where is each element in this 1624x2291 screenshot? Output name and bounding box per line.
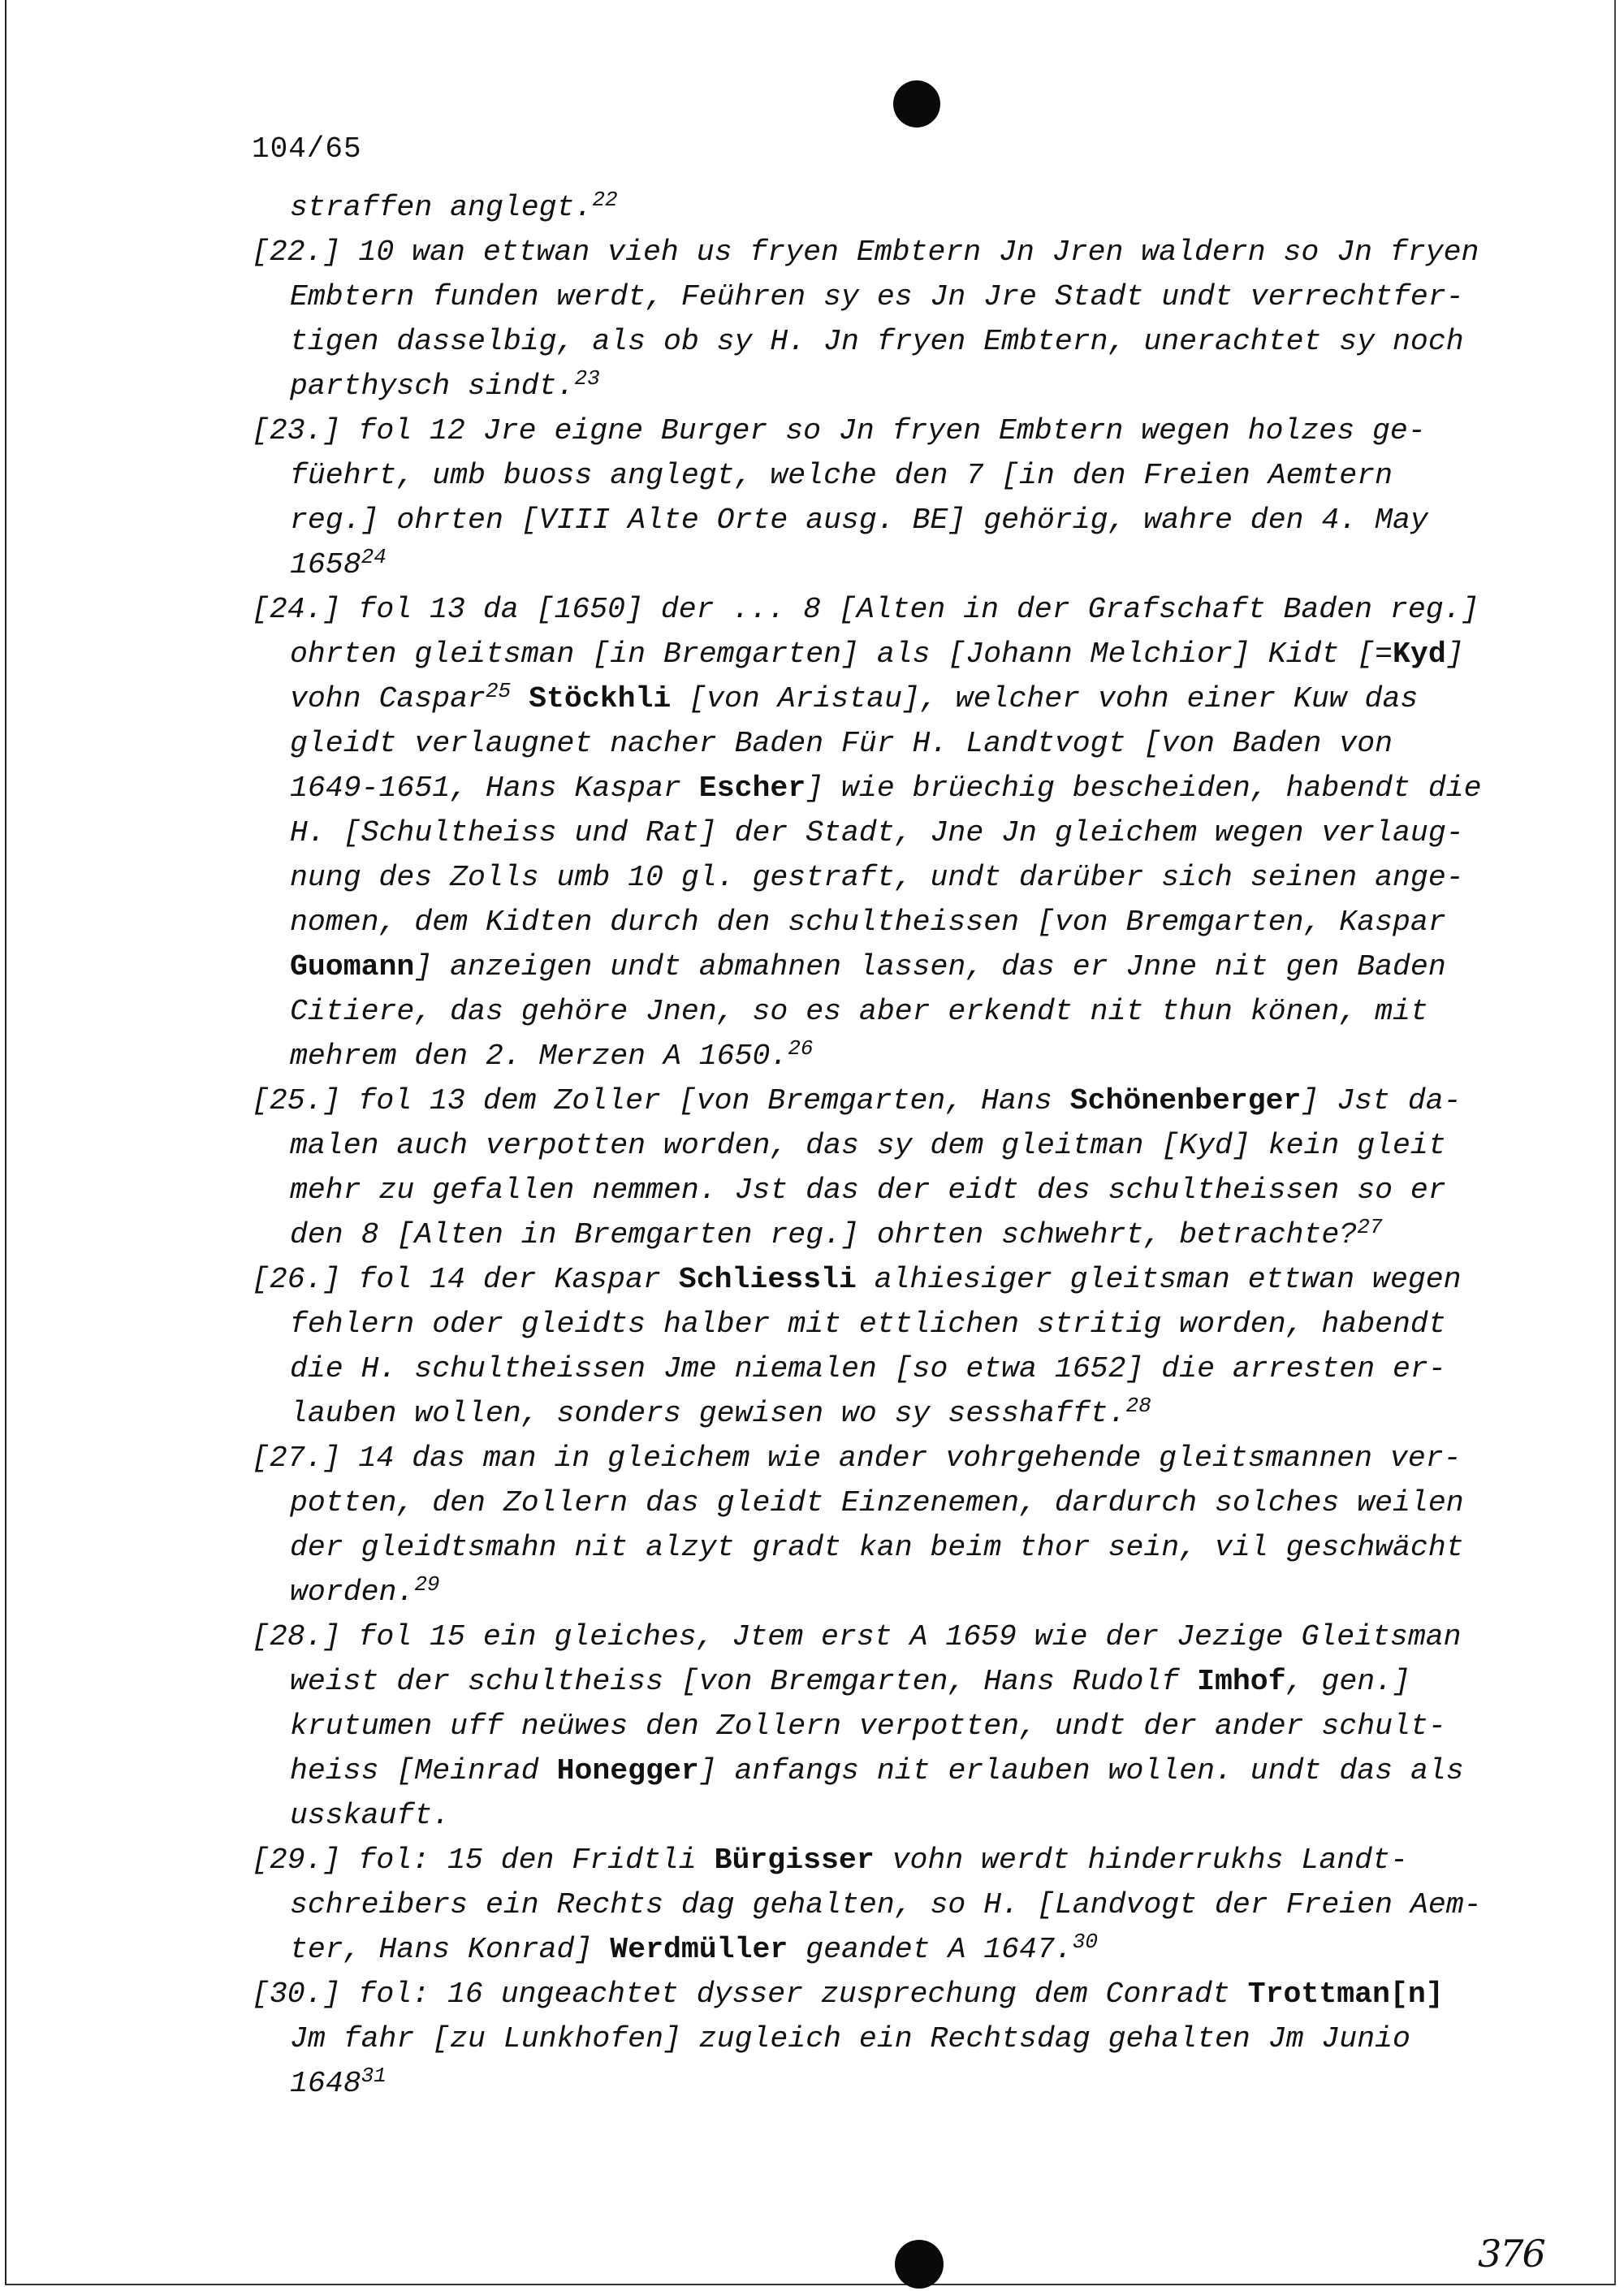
- text-line: [252, 1123, 1518, 1168]
- text-line: [252, 1793, 1518, 1838]
- line-text: heiss [Meinrad: [290, 1754, 557, 1787]
- line-text: H. [Schultheiss und Rat] der Stadt, Jne Jn gleichem wegen verlaug-: [290, 816, 1464, 849]
- line-text: schreibers ein Rechts dag gehalten, so H. [Landvogt der Freien Aem-: [290, 1888, 1482, 1921]
- text-line: [252, 319, 1518, 364]
- line-text: tigen dasselbig, als ob sy H. Jn fryen Embtern, unerachtet sy noch: [290, 325, 1464, 358]
- text-line: [252, 542, 1518, 587]
- line-text: potten, den Zollern das gleidt Einzenemen, dardurch solches weilen: [290, 1486, 1464, 1519]
- line-text-continued: vohn werdt hinderrukhs Landt-: [874, 1844, 1408, 1877]
- line-text: mehr zu gefallen nemmen. Jst das der eidt des schultheissen so er: [290, 1174, 1446, 1207]
- footnote-marker: 30: [1072, 1930, 1098, 1954]
- bold-name: Bürgisser: [714, 1844, 875, 1877]
- line-text: usskauft.: [290, 1799, 451, 1832]
- line-text: worden.: [290, 1576, 415, 1609]
- text-line: [252, 498, 1518, 542]
- entry-reference: [26.] fol 14: [252, 1263, 465, 1296]
- bold-name: Honegger: [556, 1754, 699, 1787]
- text-line: [252, 944, 1518, 989]
- text-line: [252, 274, 1518, 319]
- bold-name: Schliessli: [678, 1263, 857, 1296]
- text-line: [252, 766, 1518, 810]
- footnote-marker: 31: [361, 2064, 387, 2088]
- bold-name: Werdmüller: [610, 1933, 788, 1966]
- text-line: [252, 2017, 1518, 2061]
- line-text: Embtern funden werdt, Feühren sy es Jn Jre Stadt undt verrechtfer-: [290, 280, 1464, 313]
- text-line: [252, 632, 1518, 676]
- page-reference: 104/65: [252, 132, 362, 166]
- line-text: dem Zoller [von Bremgarten, Hans: [482, 1084, 1070, 1117]
- text-line: [252, 1749, 1518, 1793]
- handwritten-page-number: 376: [1478, 2232, 1544, 2276]
- line-text: wan ettwan vieh us fryen Embtern Jn Jren waldern so Jn fryen: [412, 236, 1479, 269]
- line-text: ohrten gleitsman [in Bremgarten] als [Johann Melchior] Kidt [=: [290, 638, 1393, 671]
- entry-line-start: [252, 1615, 1518, 1659]
- line-text: der Kaspar: [482, 1263, 679, 1296]
- line-text: vohn Caspar: [290, 682, 486, 715]
- bold-name: Stöckhli: [511, 682, 672, 715]
- line-text-continued: , gen.]: [1285, 1665, 1410, 1698]
- entry-reference: [24.] fol 13: [252, 593, 465, 626]
- line-text: die H. schultheissen Jme niemalen [so etwa 1652] die arresten er-: [290, 1352, 1446, 1385]
- entry-reference: [29.] fol: 15: [252, 1844, 483, 1877]
- text-line: [252, 1570, 1518, 1615]
- text-line: [252, 1659, 1518, 1704]
- bold-name: Escher: [698, 772, 806, 805]
- text-line: [252, 2061, 1518, 2106]
- text-line: [252, 1302, 1518, 1347]
- punch-hole-top: [893, 80, 940, 128]
- text-line: [252, 855, 1518, 900]
- entry-reference: [30.] fol: 16: [252, 1978, 483, 2011]
- text-line: [252, 1481, 1518, 1525]
- bold-name: Kyd: [1393, 638, 1446, 671]
- text-line: [252, 1704, 1518, 1749]
- footnote-marker: 25: [485, 679, 512, 703]
- text-line: [252, 676, 1518, 721]
- line-text: weist der schultheiss [von Bremgarten, Hans Rudolf: [290, 1665, 1198, 1698]
- line-text: Jre eigne Burger so Jn fryen Embtern wegen holzes ge-: [482, 414, 1426, 447]
- footnote-marker: 24: [361, 545, 387, 569]
- line-text-continued: ] anzeigen undt abmahnen lassen, das er Jnne nit gen Baden: [414, 950, 1446, 983]
- line-text: da [1650] der ... 8 [Alten in der Grafschaft Baden reg.]: [482, 593, 1479, 626]
- footnote-marker: 23: [574, 366, 600, 391]
- line-text: Jm fahr [zu Lunkhofen] zugleich ein Rechtsdag gehalten Jm Junio: [290, 2022, 1410, 2055]
- document-body: [252, 185, 1518, 2106]
- text-line: [252, 1034, 1518, 1078]
- entry-line-start: [252, 1078, 1518, 1123]
- entry-reference: [28.] fol 15: [252, 1620, 465, 1653]
- footnote-marker: 26: [788, 1036, 814, 1061]
- text-line: [252, 900, 1518, 944]
- line-text: 1648: [290, 2067, 361, 2100]
- line-text: malen auch verpotten worden, das sy dem gleitman [Kyd] kein gleit: [290, 1129, 1446, 1162]
- line-text: Citiere, das gehöre Jnen, so es aber erkendt nit thun könen, mit: [290, 995, 1428, 1028]
- text-line: [252, 1347, 1518, 1391]
- line-text-continued: ] anfangs nit erlauben wollen. undt das als: [698, 1754, 1464, 1787]
- line-text-continued: geandet A 1647.: [788, 1933, 1073, 1966]
- line-text: parthysch sindt.: [290, 370, 575, 403]
- text-line: [252, 1213, 1518, 1257]
- line-text: mehrem den 2. Merzen A 1650.: [290, 1040, 788, 1073]
- text-line: [252, 453, 1518, 498]
- text-line: [252, 364, 1518, 408]
- entry-line-start: [252, 1257, 1518, 1302]
- line-text: lauben wollen, sonders gewisen wo sy sesshafft.: [290, 1397, 1126, 1430]
- entry-line-start: [252, 1436, 1518, 1481]
- line-text: ter, Hans Konrad]: [290, 1933, 611, 1966]
- line-text-continued: ]: [1445, 638, 1464, 671]
- line-text: der gleidtsmahn nit alzyt gradt kan beim thor sein, vil geschwächt: [290, 1531, 1464, 1564]
- line-text: den 8 [Alten in Bremgarten reg.] ohrten schwehrt, betrachte?: [290, 1218, 1358, 1251]
- footnote-marker: 29: [414, 1572, 440, 1597]
- text-line: [252, 1168, 1518, 1213]
- entry-line-start: [252, 587, 1518, 632]
- entry-reference: [22.] 10: [252, 236, 395, 269]
- text-line: [252, 1525, 1518, 1570]
- entry-line-start: [252, 230, 1518, 274]
- line-text: 1658: [290, 548, 361, 581]
- text-line: [252, 721, 1518, 766]
- text-line: [252, 1391, 1518, 1436]
- entry-reference: [27.] 14: [252, 1442, 395, 1475]
- entry-line-start: [252, 1838, 1518, 1883]
- line-text: nung des Zolls umb 10 gl. gestraft, undt darüber sich seinen ange-: [290, 861, 1464, 894]
- entry-reference: [25.] fol 13: [252, 1084, 465, 1117]
- bold-name: Trottman[n]: [1247, 1978, 1444, 2011]
- line-text-continued: alhiesiger gleitsman ettwan wegen: [856, 1263, 1462, 1296]
- line-text: den Fridtli: [500, 1844, 715, 1877]
- line-text-continued: ] Jst da-: [1301, 1084, 1462, 1117]
- line-text-continued: [von Aristau], welcher vohn einer Kuw das: [671, 682, 1419, 715]
- line-text: füehrt, umb buoss anglegt, welche den 7 [in den Freien Aemtern: [290, 459, 1393, 492]
- bold-name: Imhof: [1197, 1665, 1286, 1698]
- bold-name: Schönenberger: [1069, 1084, 1302, 1117]
- line-text: das man in gleichem wie ander vohrgehende gleitsmannen ver-: [412, 1442, 1462, 1475]
- text-line: [252, 185, 1518, 230]
- line-text: 1649-1651, Hans Kaspar: [290, 772, 699, 805]
- text-line: [252, 989, 1518, 1034]
- line-text: gleidt verlaugnet nacher Baden Für H. Landtvogt [von Baden von: [290, 727, 1393, 760]
- text-line: [252, 1883, 1518, 1927]
- line-text: krutumen uff neüwes den Zollern verpotten, undt der ander schult-: [290, 1710, 1446, 1743]
- text-line: [252, 1927, 1518, 1972]
- footnote-marker: 28: [1125, 1394, 1151, 1418]
- line-text: nomen, dem Kidten durch den schultheissen [von Bremgarten, Kaspar: [290, 906, 1446, 939]
- line-text: straffen anglegt.: [290, 191, 593, 224]
- entry-line-start: [252, 408, 1518, 453]
- bold-name: Guomann: [290, 950, 415, 983]
- entry-line-start: [252, 1972, 1518, 2017]
- text-line: [252, 810, 1518, 855]
- line-text: fehlern oder gleidts halber mit ettlichen stritig worden, habendt: [290, 1308, 1446, 1341]
- line-text: ungeachtet dysser zusprechung dem Conradt: [500, 1978, 1248, 2011]
- footnote-marker: 27: [1357, 1215, 1383, 1239]
- line-text: ein gleiches, Jtem erst A 1659 wie der Jezige Gleitsman: [482, 1620, 1462, 1653]
- line-text-continued: ] wie brüechig bescheiden, habendt die: [806, 772, 1482, 805]
- punch-hole-bottom: [895, 2240, 944, 2289]
- line-text: reg.] ohrten [VIII Alte Orte ausg. BE] gehörig, wahre den 4. May: [290, 504, 1428, 537]
- entry-reference: [23.] fol 12: [252, 414, 465, 447]
- footnote-marker: 22: [592, 188, 618, 212]
